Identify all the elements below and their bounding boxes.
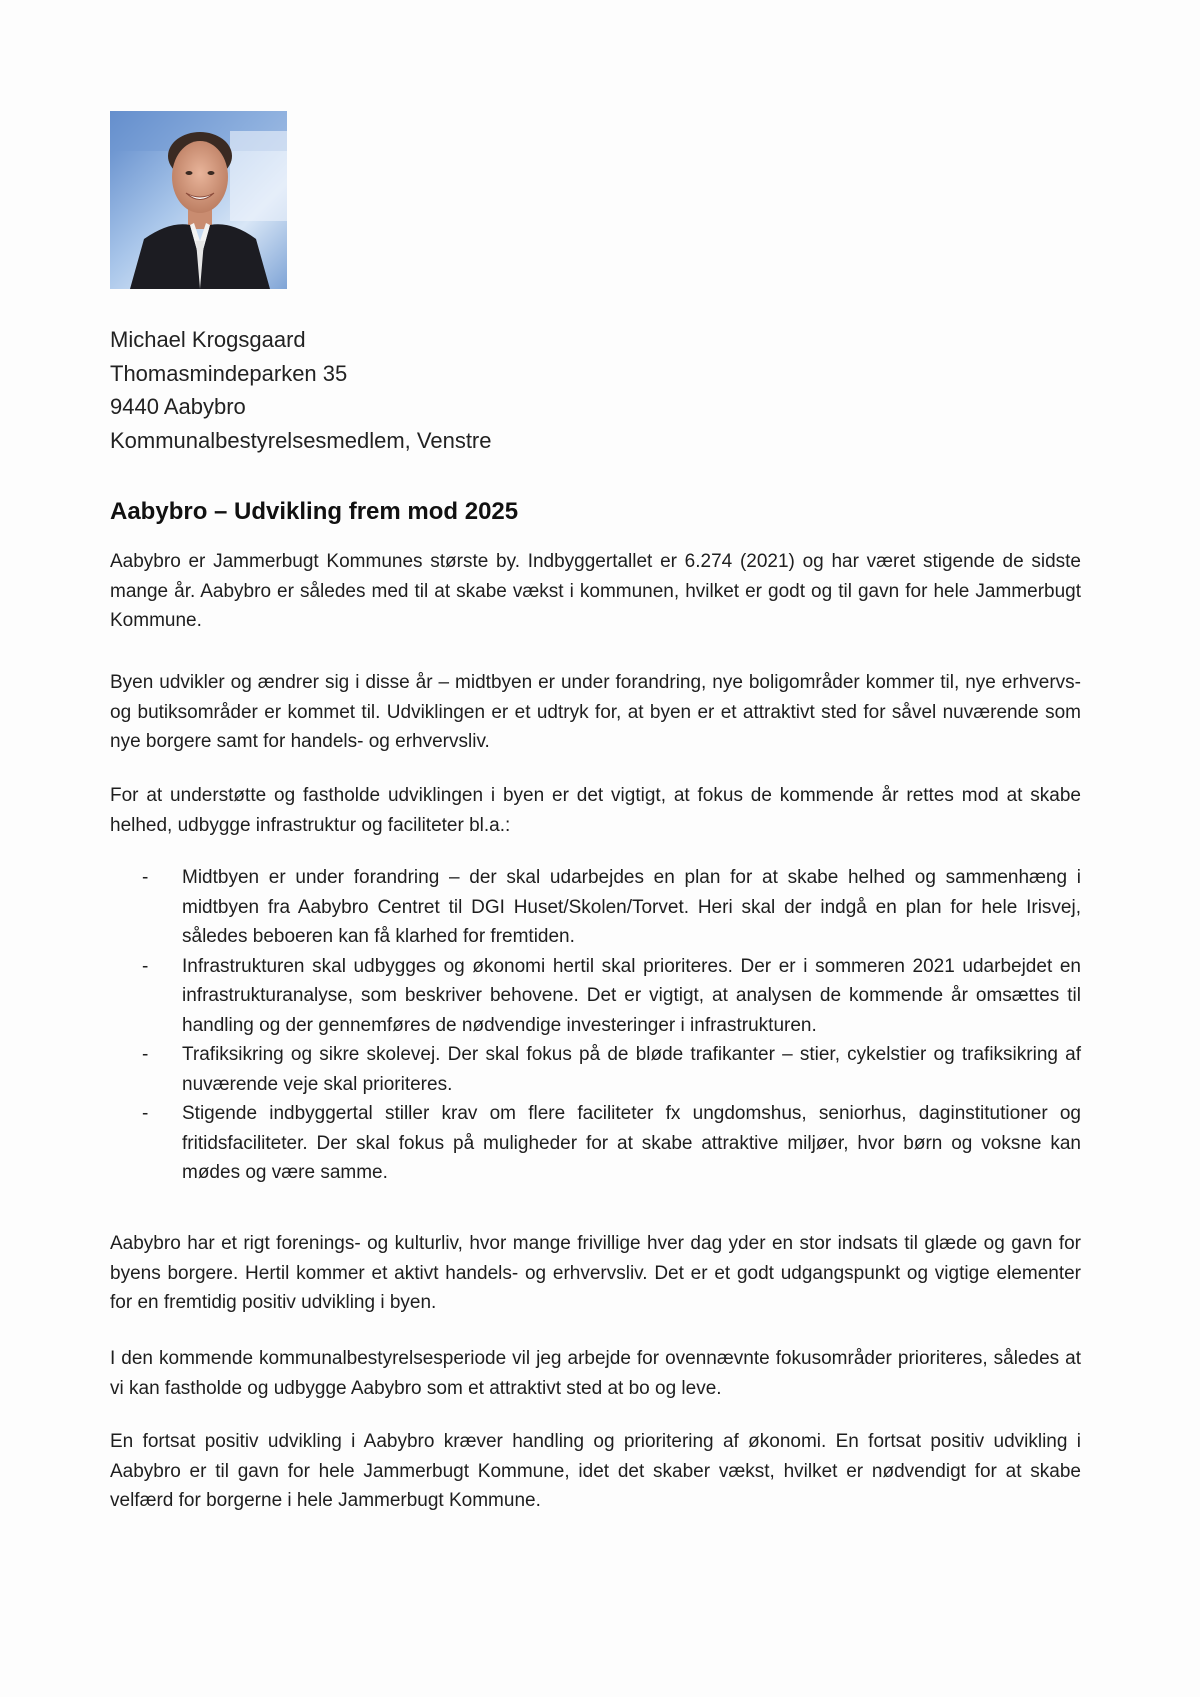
closing-paragraph-2: I den kommende kommunalbestyrelsesperiode vil jeg arbejde for ovennævnte fokusområder prioriteres, således at vi kan fastholde og udbygge Aabybro som et attraktivt sted at bo og leve. — [110, 1348, 1081, 1399]
document-title: Aabybro – Udvikling frem mod 2025 — [110, 498, 519, 525]
author-street: Thomasmindeparken 35 — [110, 360, 348, 386]
portrait-photo — [110, 111, 287, 289]
list-item-text: Infrastrukturen skal udbygges og økonomi hertil skal prioriteres. Der er i sommeren 2021 udarbejdet en infrastrukturanalyse, som beskriver behovene. Det er vigtigt, at analysen de kommende år omsættes til handling og der gennemføres de nødvendige investeringer i infrastrukturen. — [182, 955, 1081, 1036]
list-item-text: Stigende indbyggertal stiller krav om flere faciliteter fx ungdomshus, seniorhus, daginstitutioner og fritidsfaciliteter. Der skal fokus på muligheder for at skabe attraktive miljøer, hvor børn og voksne kan mødes og være samme. — [182, 1103, 1081, 1183]
paragraph-2: Byen udvikler og ændrer sig i disse år – midtbyen er under forandring, nye boligområder kommer til, nye erhvervs- og butiksområder er kommet til. Udviklingen er et udtryk for, at byen er et attraktivt sted for såvel nuværende som nye borgere samt for handels- og erhvervsliv. — [110, 672, 1081, 752]
closing-paragraph-3: En fortsat positiv udvikling i Aabybro kræver handling og prioritering af økonomi. En fortsat positiv udvikling i Aabybro er til gavn for hele Jammerbugt Kommune, idet det skaber vækst, hvilket er nødvendigt for at skabe velfærd for borgerne i hele Jammerbugt Kommune. — [110, 1431, 1081, 1511]
author-city: 9440 Aabybro — [110, 394, 246, 419]
paragraph-1: Aabybro er Jammerbugt Kommunes største by. Indbyggertallet er 6.274 (2021) og har været stigende de sidste mange år. Aabybro er således med til at skabe vækst i kommunen, hvilket er godt og til gavn for hele Jammerbugt Kommune. — [110, 551, 1081, 631]
list-item-text: Midtbyen er under forandring – der skal udarbejdes en plan for at skabe helhed og sammenhæng i midtbyen fra Aabybro Centret til DGI Huset/Skolen/Torvet. Heri skal der indgå en plan for hele Irisvej, således beboeren kan få klarhed for fremtiden. — [182, 867, 1081, 947]
list-item — [110, 1040, 1081, 1099]
author-role: Kommunalbestyrelsesmedlem, Venstre — [110, 427, 492, 453]
sender-address — [110, 323, 492, 457]
list-marker: - — [142, 955, 149, 977]
list-marker: - — [142, 867, 149, 888]
focus-list — [110, 863, 1081, 1188]
list-item — [110, 863, 1081, 952]
closing-paragraph-1: Aabybro har et rigt forenings- og kulturliv, hvor mange frivillige hver dag yder en stor indsats til glæde og gavn for byens borgere. Hertil kommer et aktivt handels- og erhvervsliv. Det er et godt udgangspunkt og vigtige elementer for en fremtidig positiv udvikling i byen. — [110, 1233, 1081, 1313]
paragraph-3: For at understøtte og fastholde udviklingen i byen er det vigtigt, at fokus de kommende år rettes mod at skabe helhed, udbygge infrastruktur og faciliteter bl.a.: — [110, 785, 1081, 836]
list-marker: - — [142, 1044, 149, 1065]
list-item-text: Trafiksikring og sikre skolevej. Der skal fokus på de bløde trafikanter – stier, cykelstier og trafiksikring af nuværende veje skal prioriteres. — [182, 1044, 1081, 1095]
author-name: Michael Krogsgaard — [110, 327, 306, 352]
list-item — [110, 952, 1081, 1041]
list-item — [110, 1099, 1081, 1188]
list-marker: - — [142, 1103, 149, 1124]
